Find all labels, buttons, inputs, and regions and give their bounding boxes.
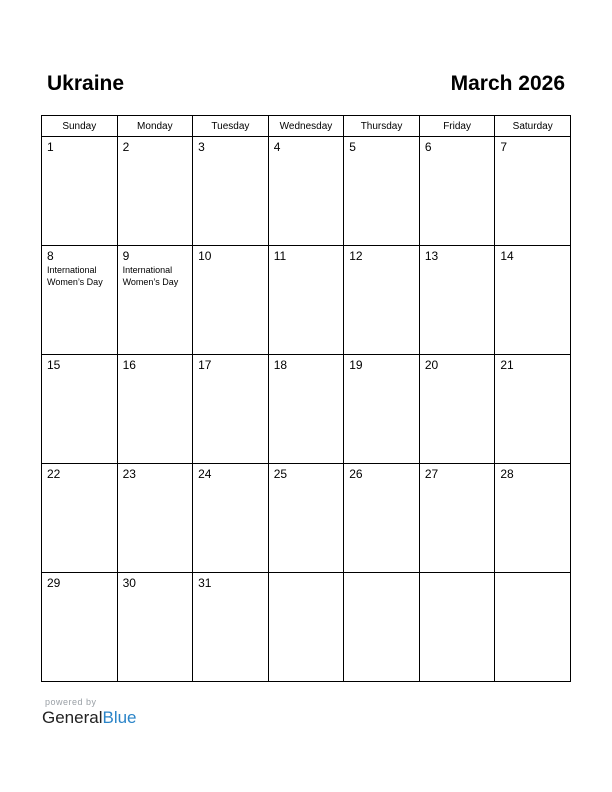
day-cell (193, 573, 269, 682)
weekday-saturday: Saturday (495, 116, 571, 137)
day-cell (268, 137, 344, 246)
day-number: 8 (47, 249, 54, 263)
day-number: 2 (122, 140, 130, 154)
day-cell (419, 573, 495, 682)
day-cell (117, 355, 193, 464)
day-cell (117, 137, 193, 246)
day-number: 24 (198, 467, 212, 481)
weekday-sunday: Sunday (42, 116, 118, 137)
day-cell (42, 464, 118, 573)
holiday-label: International Women’s Day (47, 265, 103, 287)
generalblue-logo[interactable] (42, 708, 137, 728)
day-cell (495, 573, 571, 682)
day-cell (193, 246, 269, 355)
day-number: 11 (273, 249, 287, 263)
week-row (42, 464, 571, 573)
day-cell (268, 355, 344, 464)
day-number: 25 (273, 467, 288, 481)
month-title: March 2026 (450, 72, 565, 95)
day-cell (117, 246, 193, 355)
day-cell (268, 246, 344, 355)
day-cell (495, 355, 571, 464)
day-number: 26 (349, 467, 363, 481)
day-number: 1 (47, 140, 54, 154)
day-cell (419, 137, 495, 246)
day-cell (495, 246, 571, 355)
logo-blue-text: Blue (102, 708, 137, 727)
day-cell (344, 464, 420, 573)
day-cell (344, 137, 420, 246)
day-cell (42, 573, 118, 682)
week-row (42, 355, 571, 464)
week-row (42, 137, 571, 246)
day-number: 23 (122, 467, 136, 481)
country-title: Ukraine (47, 72, 125, 95)
day-number: 12 (349, 249, 363, 263)
day-number: 6 (424, 140, 432, 154)
day-number: 18 (273, 358, 288, 372)
holiday-label: International Women’s Day (122, 265, 179, 287)
day-number: 4 (273, 140, 281, 154)
weekday-tuesday: Tuesday (193, 116, 269, 137)
day-number: 15 (47, 358, 61, 372)
day-cell (268, 464, 344, 573)
calendar-grid (41, 115, 571, 682)
day-number: 17 (198, 358, 212, 372)
day-number: 20 (424, 358, 439, 372)
day-cell (117, 464, 193, 573)
day-cell (495, 464, 571, 573)
day-cell (419, 246, 495, 355)
day-number: 31 (198, 576, 212, 590)
day-cell (42, 137, 118, 246)
logo-general-text: General (42, 708, 103, 727)
day-number: 22 (47, 467, 61, 481)
weekday-wednesday: Wednesday (268, 116, 344, 137)
day-number: 14 (500, 249, 514, 263)
day-cell (344, 355, 420, 464)
weekday-monday: Monday (117, 116, 193, 137)
day-cell (419, 355, 495, 464)
day-cell (42, 246, 118, 355)
day-number: 3 (198, 140, 205, 154)
day-number: 29 (47, 576, 61, 590)
day-number: 13 (424, 249, 439, 263)
day-cell (419, 464, 495, 573)
day-number: 28 (500, 467, 514, 481)
day-number: 30 (122, 576, 136, 590)
day-cell (495, 137, 571, 246)
day-number: 10 (198, 249, 212, 263)
day-number: 21 (500, 358, 514, 372)
day-cell (344, 246, 420, 355)
day-cell (193, 137, 269, 246)
day-number: 27 (424, 467, 439, 481)
day-number: 5 (349, 140, 356, 154)
day-number: 19 (349, 358, 363, 372)
day-cell (193, 355, 269, 464)
day-cell (117, 573, 193, 682)
day-cell (193, 464, 269, 573)
week-row (42, 246, 571, 355)
week-row (42, 573, 571, 682)
powered-by-label: powered by (45, 697, 97, 707)
day-cell (42, 355, 118, 464)
day-cell (268, 573, 344, 682)
weekday-friday: Friday (419, 116, 495, 137)
day-number: 7 (500, 140, 508, 154)
day-number: 9 (122, 249, 130, 263)
weekday-thursday: Thursday (344, 116, 420, 137)
day-number: 16 (122, 358, 136, 372)
day-cell (344, 573, 420, 682)
weekday-header-row (42, 116, 571, 137)
